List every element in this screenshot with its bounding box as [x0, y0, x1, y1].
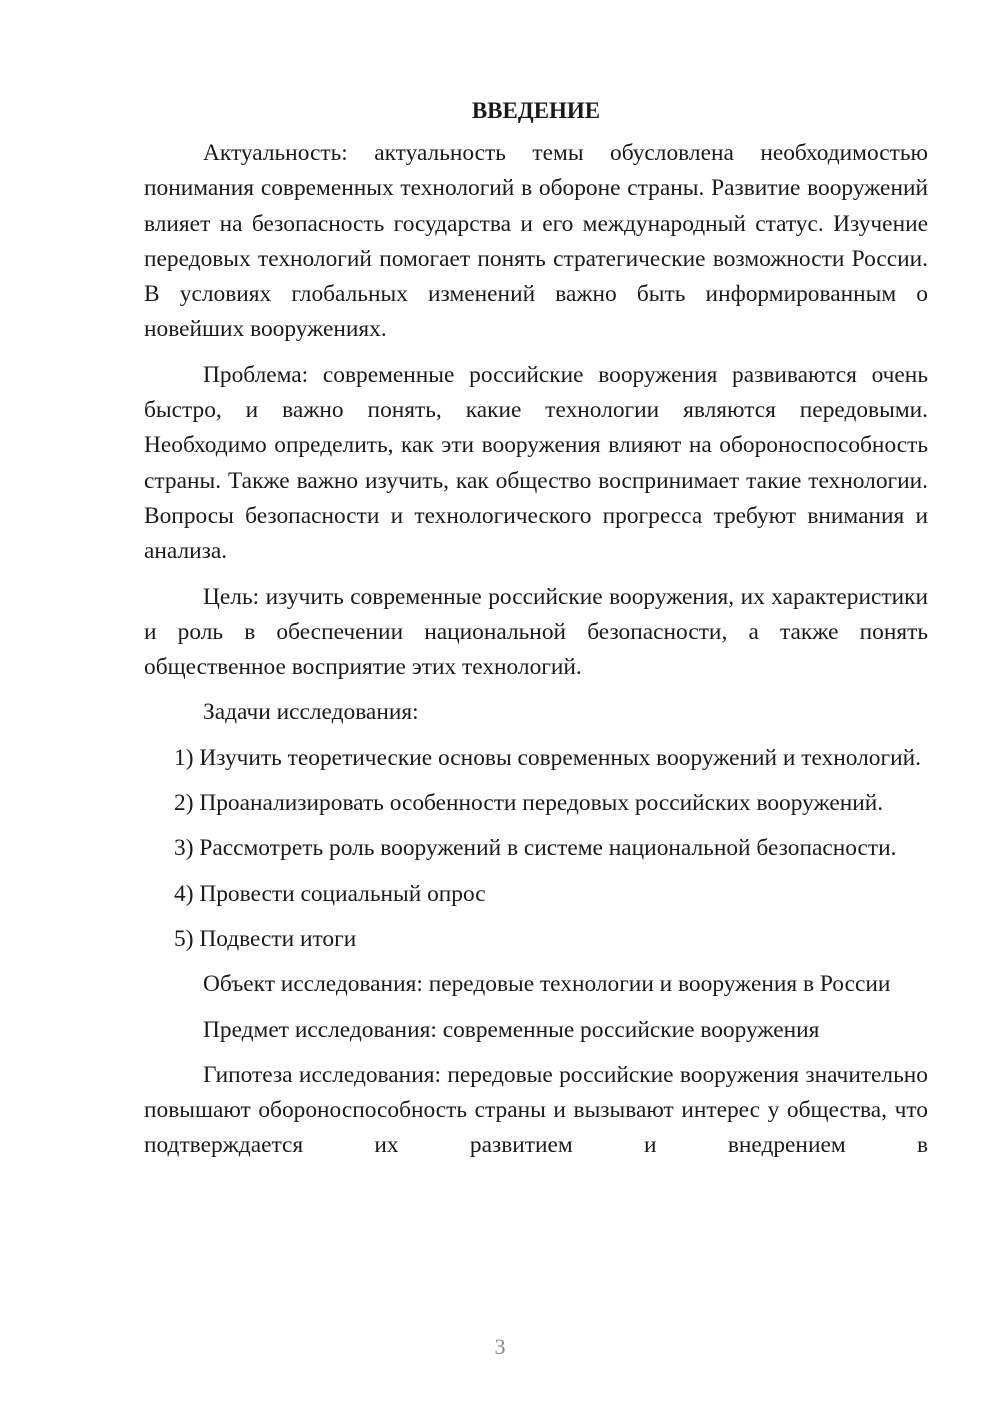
- paragraph-relevance: Актуальность: актуальность темы обусловлена необходимостью понимания современных технологий в обороне страны. Развитие вооружений влияет на безопасность государства и его международный статус. Изучение передовых технологий помогает понять стратегические возможности России. В условиях глобальных изменений важно быть информированным о новейших вооружениях.: [144, 140, 928, 343]
- task-item-4: 4) Провести социальный опрос: [174, 880, 486, 907]
- page-number: 3: [494, 1334, 506, 1359]
- task-item-5: 5) Подвести итоги: [174, 925, 357, 952]
- task-item-2: 2) Проанализировать особенности передовых российских вооружений.: [174, 790, 884, 817]
- paragraph-tasks-heading: Задачи исследования:: [203, 699, 419, 726]
- task-item-3: 3) Рассмотреть роль вооружений в системе национальной безопасности.: [174, 835, 897, 862]
- paragraph-object: Объект исследования: передовые технологии и вооружения в России: [203, 971, 891, 998]
- paragraph-problem: Проблема: современные российские вооружения развиваются очень быстро, и важно понять, какие технологии являются передовыми. Необходимо определить, как эти вооружения влияют на обороноспособность страны. Также важно изучить, как общество воспринимает такие технологии. Вопросы безопасности и технологического прогресса требуют внимания и анализа.: [144, 361, 928, 565]
- paragraph-hypothesis: Гипотеза исследования: передовые российские вооружения значительно повышают обороноспособность страны и вызывают интерес у общества, что подтверждается их развитием и внедрением в: [144, 1061, 928, 1159]
- section-title: ВВЕДЕНИЕ: [471, 98, 601, 123]
- document-body: [144, 96, 928, 1174]
- task-item-1: 1) Изучить теоретические основы современных вооружений и технологий.: [174, 744, 921, 771]
- paragraph-subject: Предмет исследования: современные российские вооружения: [203, 1016, 820, 1043]
- paragraph-goal: Цель: изучить современные российские вооружения, их характеристики и роль в обеспечении национальной безопасности, а также понять общественное восприятие этих технологий.: [144, 583, 928, 681]
